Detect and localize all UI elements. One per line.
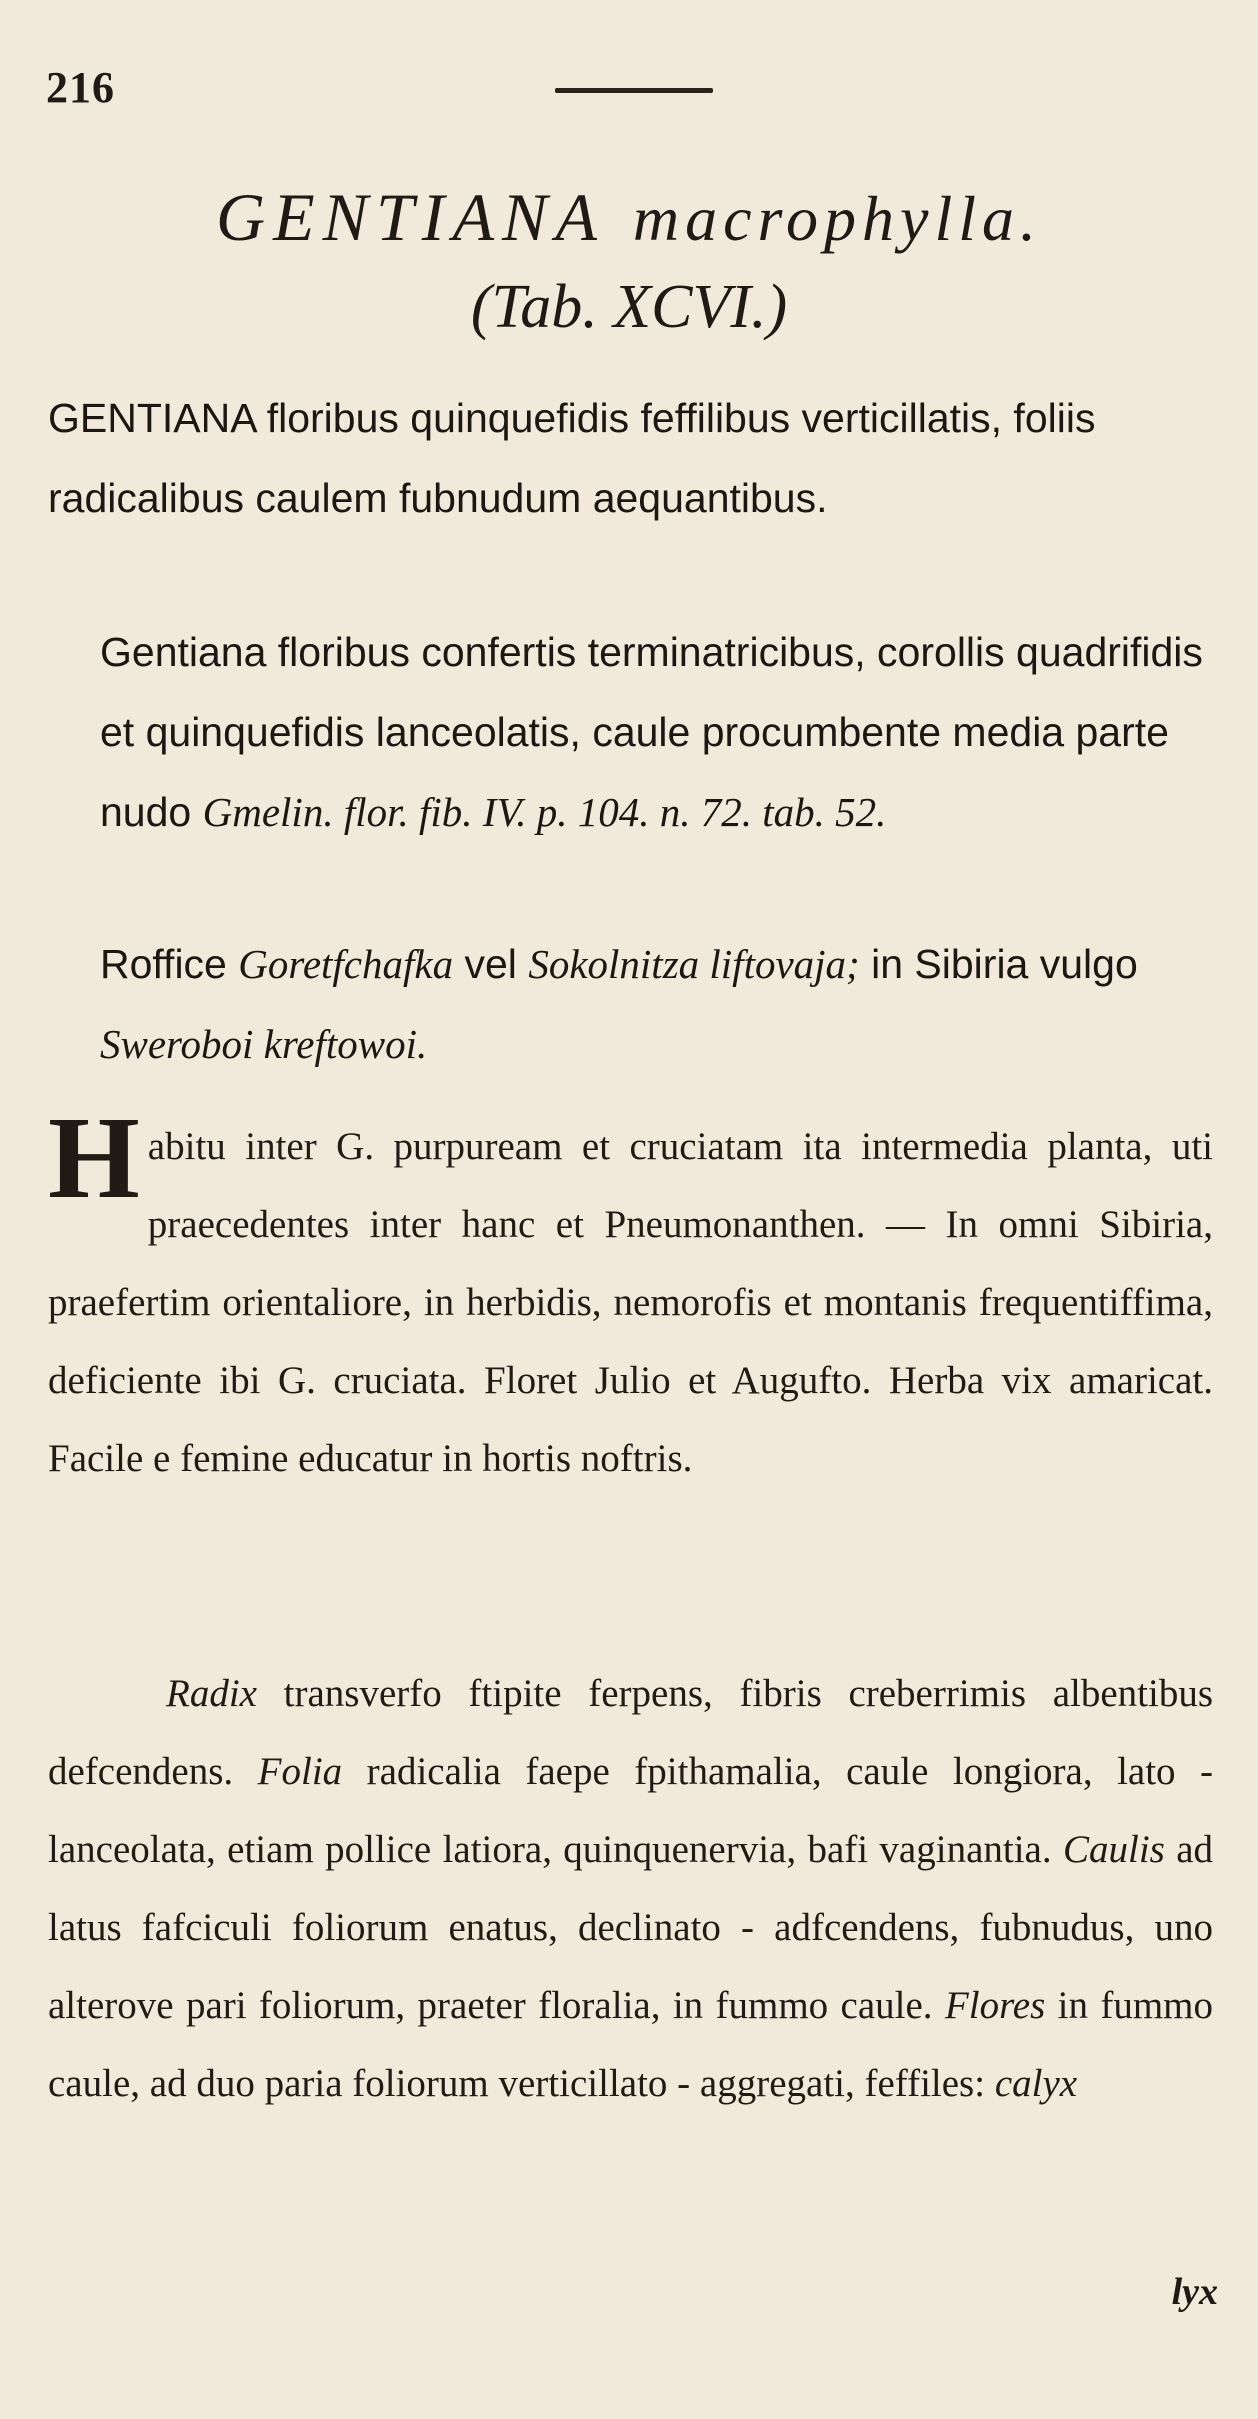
folia-text: radicalia faepe fpithamalia, caule longiora, lato - lanceolata, etiam pollice latiora, quinquenervia, bafi vaginantia. [48, 1750, 1214, 1871]
russian-label: Roffice [100, 941, 227, 987]
vernacular-names [100, 924, 1210, 1084]
description-paragraph [48, 1655, 1213, 2123]
habitat-paragraph [48, 1092, 1213, 1498]
radix-text: transverfo ftipite ferpens, fibris creberrimis albentibus defcendens. [48, 1672, 1213, 1793]
genus-name: GENTIANA [215, 179, 605, 255]
caulis-text: ad latus fafciculi foliorum enatus, declinato - adfcendens, fubnudus, uno alterove pari foliorum, praeter floralia, in fummo caule. [48, 1828, 1213, 2027]
header-rule [555, 88, 713, 93]
russian-name-3: Sweroboi kreftowoi. [100, 1021, 428, 1067]
drop-cap: H [48, 1092, 140, 1223]
russian-name-2: Sokolnitza liftovaja; [528, 941, 860, 987]
gmelin-reference: Gmelin. flor. fib. IV. p. 104. n. 72. tab. 52. [202, 789, 887, 835]
radix-label: Radix [166, 1672, 257, 1715]
caulis-label: Caulis [1062, 1828, 1165, 1871]
folia-label: Folia [257, 1750, 343, 1793]
gmelin-text: Gentiana floribus confertis terminatricibus, corollis quadrifidis et quinquefidis lanceolatis, caule procumbente media parte nudo [100, 629, 1203, 835]
species-name: macrophylla. [632, 183, 1043, 254]
species-title [0, 178, 1258, 257]
plate-reference: (Tab. XCVI.) [470, 273, 788, 341]
gmelin-synonym [100, 612, 1210, 852]
calyx-label: calyx [994, 2062, 1078, 2105]
sibiria-phrase: in Sibiria vulgo [871, 941, 1138, 987]
russian-name-1: Goretfchafka [238, 941, 454, 987]
flores-text: in fummo caule, ad duo paria foliorum verticillato - aggregati, feffiles: [48, 1984, 1214, 2105]
diagnosis-text: GENTIANA floribus quinquefidis feffilibus verticillatis, foliis radicalibus caulem fubnudum aequantibus. [48, 395, 1096, 521]
page-number: 216 [46, 63, 115, 112]
catchword: lyx [1171, 2271, 1218, 2313]
diagnosis [48, 378, 1208, 538]
habitat-text: abitu inter G. purpuream et cruciatam ita intermedia planta, uti praecedentes inter hanc et Pneumonanthen. — In omni Sibiria, praefertim orientaliore, in herbidis, nemorofis et montanis frequentiffima, deficiente ibi G. cruciata. Floret Julio et Augufto. Herba vix amaricat. Facile e femine educatur in hortis noftris. [48, 1125, 1213, 1480]
vel-word: vel [464, 941, 517, 987]
flores-label: Flores [944, 1984, 1046, 2027]
